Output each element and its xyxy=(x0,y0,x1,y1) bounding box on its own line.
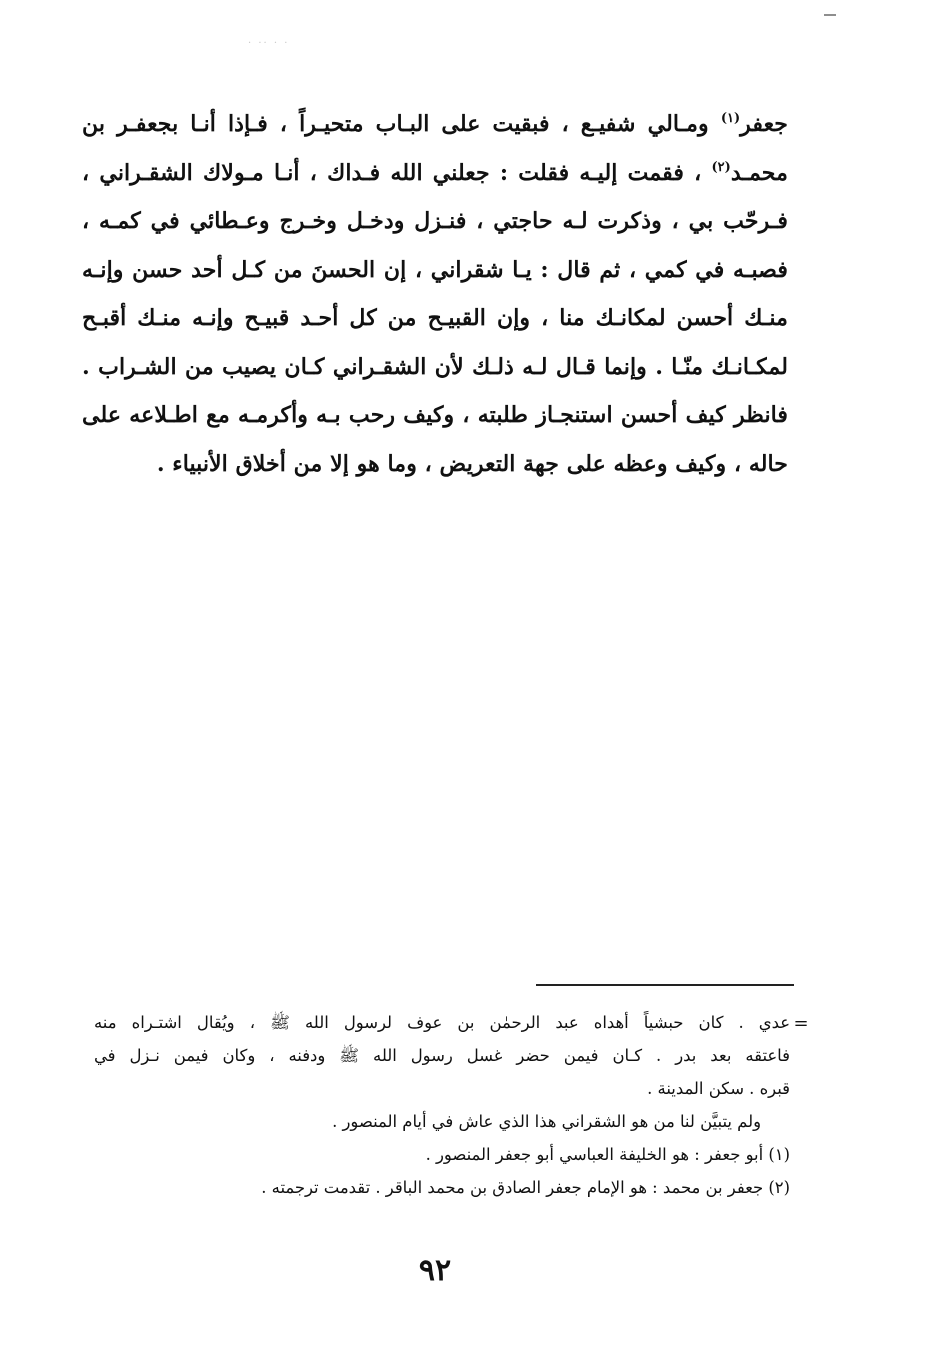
footnote-continuation-mark: = xyxy=(793,1013,809,1034)
footnote-line: قبره . سكن المدينة . xyxy=(647,1079,790,1098)
main-text-line-start: محمـد xyxy=(730,159,788,186)
footnote-marker-1: (١) xyxy=(720,111,741,126)
main-text-block xyxy=(82,100,788,488)
main-text-line xyxy=(82,100,788,149)
corner-mark xyxy=(824,14,836,16)
footnote-line: ولم يتبيَّن لنا من هو الشقراني هذا الذي عاش في أيام المنصور . xyxy=(332,1112,761,1131)
main-text-line: لمكـانـك منّـا . وإنما قـال لـه ذلـك لأن الشقـراني كـان يصيب من الشـراب . xyxy=(82,353,788,380)
scan-artifact: · ·· · · xyxy=(248,38,290,49)
footnote-line: عدي . كان حبشياً أهداه عبد الرحمٰن بن عوف لرسول الله ﷺ ، ويُقال اشتـراه منه xyxy=(94,1013,790,1032)
main-text-line: حاله ، وكيف وعظه على جهة التعريض ، وما هو إلا من أخلاق الأنبياء . xyxy=(156,450,788,477)
main-text-line-end: ، فقمت إليـه فقلت : جعلني الله فـداك ، أنـا مـولاك الشقـراني ، xyxy=(82,159,712,186)
footnote-line: (١) أبو جعفر : هو الخليفة العباسي أبو جعفر المنصور . xyxy=(425,1145,790,1164)
main-text-line xyxy=(82,149,788,198)
main-text-line: فصبـه في كمي ، ثم قال : يـا شقراني ، إن الحسنَ من كـل أحد حسن وإنـه xyxy=(82,256,788,283)
main-text-line-end: ومـالي شفيـع ، فبقيت على البـاب متحيـراً ، فـإذا أنـا بجعفـر بن xyxy=(82,111,721,137)
footnote-line: (٢) جعفر بن محمد : هو الإمام جعفر الصادق بن محمد الباقر . تقدمت ترجمته . xyxy=(261,1178,790,1197)
footnote-separator xyxy=(536,984,794,986)
main-text-line-start: جعفر xyxy=(740,111,788,137)
footnote-marker-2: (٢) xyxy=(711,159,731,175)
page-number: ٩٢ xyxy=(418,1253,452,1288)
main-text-line: فانظر كيف أحسن استنجـاز طلبته ، وكيف رحب بـه وأكرمـه مع اطـلاعه على xyxy=(82,402,788,428)
footnote-line: فاعتقه بعد بدر . كـان فيمن حضر غسل رسول الله ﷺ ودفنه ، وكان فيمن نـزل في xyxy=(94,1046,790,1065)
main-text-line: منـك أحسن لمكانـك منا ، وإن القبيـح من كل أحـد قبيـح وإنـه منـك أقبـح xyxy=(82,305,788,331)
main-text-line: فـرحّب بي ، وذكرت لـه حاجتي ، فنـزل ودخـل وخـرج وعـطائي في كمـه ، xyxy=(82,208,788,234)
footnotes-block xyxy=(94,1006,790,1204)
